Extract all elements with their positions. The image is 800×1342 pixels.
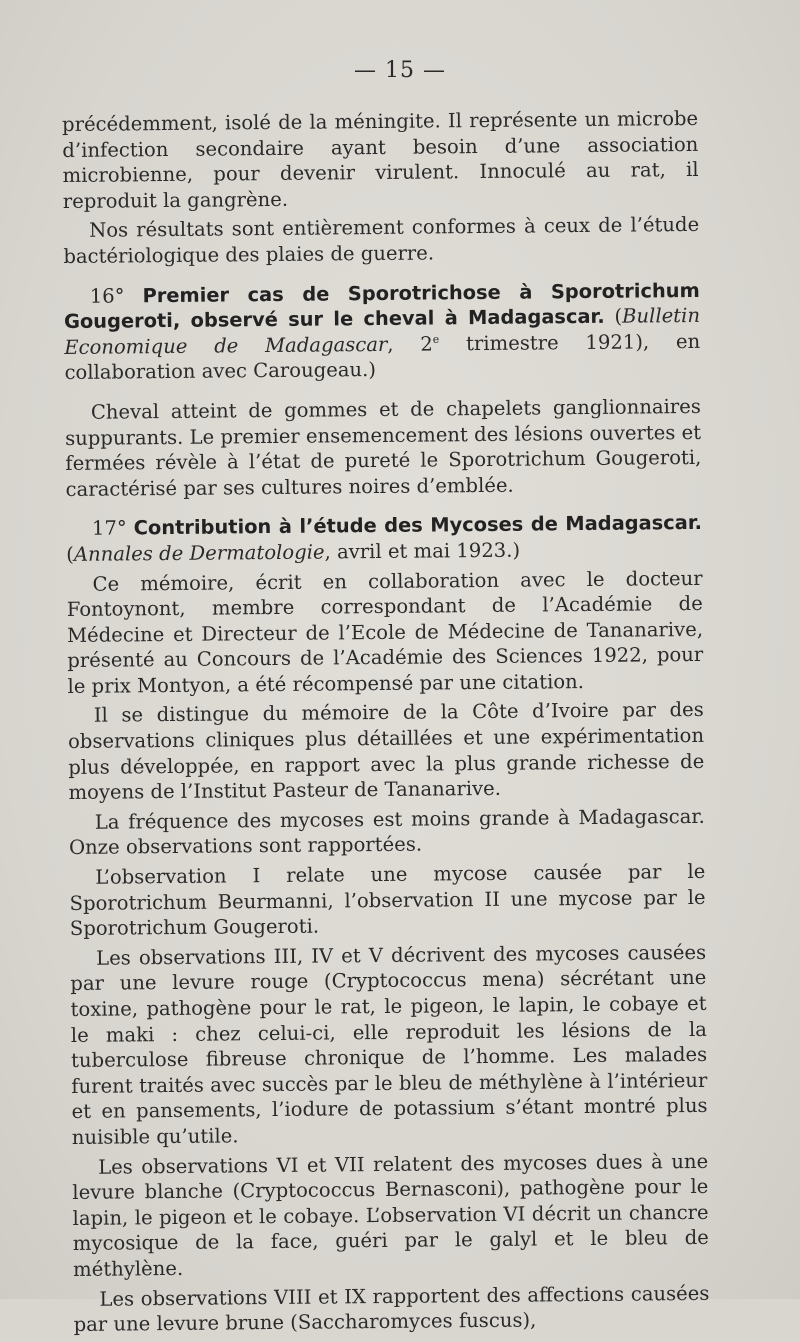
section-16-open: ( (604, 304, 623, 328)
section-16-publication: Bulletin Economique de Madagascar (64, 304, 701, 359)
section-16-number: 16° (89, 283, 143, 308)
paragraph-results: Nos résultats sont entièrement conformes à ceux de l’étude bactériologique des plaies de guerre. (63, 213, 700, 268)
paragraph-cote-ivoire: Il se distingue du mémoire de la Côte d’Ivoire par des observations cliniques plus détaillées et une expérimentation plus développée, en rapport avec la plus grande richesse de moyens de l’Institut Pasteur de Tananarive. (67, 698, 705, 805)
section-16-mid: , 2 (387, 332, 433, 356)
section-17-open: ( (66, 542, 75, 566)
section-17-publication: Annales de Dermatologie (73, 540, 325, 566)
paragraph-observations-vi-vii: Les observations VI et VII relatent des mycoses dues à une levure blanche (Cryptococcus Bernasconi), pathogène pour le lapin, le pigeon et le cobaye. L’observation VI décrit un chancre mycosique de la face, guéri par le galyl et le bleu de méthylène. (72, 1149, 709, 1281)
paragraph-frequence: La fréquence des mycoses est moins grande à Madagascar. Onze observations sont rapportées. (68, 804, 705, 860)
section-16-title: Premier cas de Sporotrichose à Sporotrichum Gougeroti, observé sur le cheval à Madagascar. (63, 278, 700, 334)
paragraph-cheval: Cheval atteint de gommes et de chapelets ganglionnaires suppurants. Le premier ensemencement des lésions ouvertes et fermées révèle à l’état de pureté le Sporotrichum Gougeroti, caractérisé par ses cultures noires d’emblée. (65, 394, 702, 501)
section-16-rest: trimestre 1921), en collaboration avec Carougeau.) (64, 329, 701, 385)
section-16 (64, 277, 701, 385)
body-text (62, 106, 710, 1342)
paragraph-observation-i: L’observation I relate une mycose causée par le Sporotrichum Beurmanni, l’observation II une mycose par le Sporotrichum Gougeroti. (69, 859, 706, 941)
paragraph-continuation: précédemment, isolé de la méningite. Il représente un microbe d’infection secondaire ayant besoin d’une association microbienne, pour devenir virulent. Innoculé au rat, il reproduit la gangrène. (62, 106, 699, 213)
section-16-superscript: e (432, 332, 440, 346)
section-17-title: Contribution à l’étude des Mycoses de Madagascar. (133, 511, 703, 540)
section-17 (66, 510, 702, 567)
paragraph-observations-iii-v: Les observations III, IV et V décrivent des mycoses causées par une levure rouge (Cryptococcus mena) sécrétant une toxine, pathogène pour le rat, le pigeon, le lapin, le cobaye et le maki : chez celui-ci, elle reproduit les lésions de la tuberculose fibreuse chronique de l’homme. Les malades furent traités avec succès par le bleu de méthylène à l’intérieur et en pansements, l’iodure de potassium s’étant montré plus nuisible qu’utile. (70, 940, 708, 1149)
paragraph-memoire: Ce mémoire, écrit en collaboration avec le docteur Fontoynont, membre correspondant de l’Académie de Médecine et Directeur de l’Ecole de Médecine de Tananarive, présenté au Concours de l’Académie des Sciences 1922, pour le prix Montyon, a été récompensé par une citation. (66, 566, 704, 698)
page-number: — 15 — (354, 58, 446, 83)
section-17-number: 17° (91, 516, 134, 541)
section-17-rest: , avril et mai 1923.) (324, 538, 521, 564)
paragraph-observations-viii-ix: Les observations VIII et IX rapportent des affections causées par une levure brune (Saccharomyces fuscus), (73, 1281, 710, 1337)
